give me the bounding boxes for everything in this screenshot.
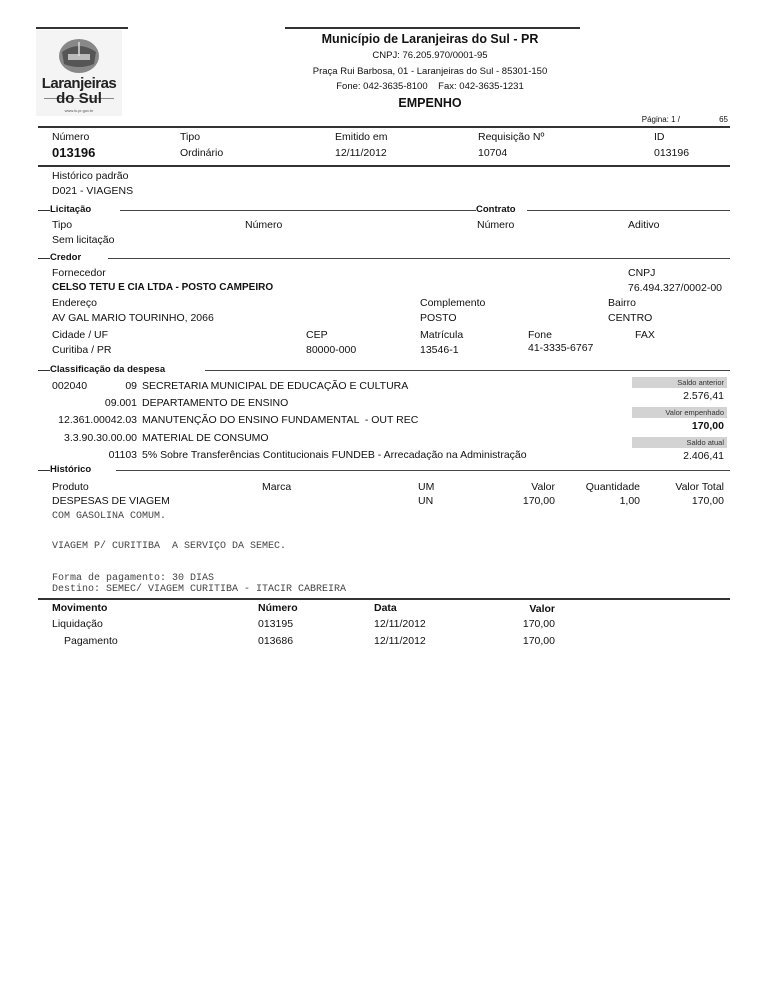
mov-data: 12/11/2012 xyxy=(374,618,426,630)
note-line: COM GASOLINA COMUM. xyxy=(52,511,167,522)
tipo-label: Tipo xyxy=(180,131,201,143)
tipo-value: Ordinário xyxy=(180,147,224,159)
item-um: UN xyxy=(418,495,434,507)
mov-movimento: Liquidação xyxy=(52,618,103,630)
cep-label: CEP xyxy=(306,329,328,341)
classificacao-sub: 09.001 xyxy=(104,397,137,409)
logo-text-line1: Laranjeiras xyxy=(41,75,117,92)
classificacao-sub: 3.3.90.30.00.00 xyxy=(64,432,137,444)
classificacao-sub: 01103 xyxy=(108,449,137,461)
historico-padrao-label: Histórico padrão xyxy=(52,170,129,182)
fornecedor-value: CELSO TETU E CIA LTDA - POSTO CAMPEIRO xyxy=(52,282,274,293)
mov-valor: 170,00 xyxy=(522,635,555,647)
classificacao-desc: MANUTENÇÃO DO ENSINO FUNDAMENTAL - OUT REC xyxy=(142,414,419,426)
classificacao-desc: MATERIAL DE CONSUMO xyxy=(142,432,269,444)
licitacao-dash xyxy=(38,210,50,211)
historico-padrao-value: D021 - VIAGENS xyxy=(52,185,134,197)
cidade-value: Curitiba / PR xyxy=(52,344,112,356)
fone-value: 41-3335-6767 xyxy=(528,342,594,354)
col-quantidade: Quantidade xyxy=(585,481,640,493)
col-valor: Valor xyxy=(531,481,555,493)
org-phones: Fone: 042-3635-8100 Fax: 042-3635-1231 xyxy=(336,81,524,92)
bairro-label: Bairro xyxy=(608,297,637,309)
id-value: 013196 xyxy=(654,147,690,159)
col-produto: Produto xyxy=(52,481,89,493)
saldo-anterior-value: 2.576,41 xyxy=(683,390,724,402)
saldo-atual-label: Saldo atual xyxy=(632,437,727,448)
classificacao-code: 002040 xyxy=(52,380,88,392)
classificacao-desc: DEPARTAMENTO DE ENSINO xyxy=(142,397,289,409)
document-title: EMPENHO xyxy=(398,96,462,110)
page-total: 65 xyxy=(719,115,728,124)
credor-title: Credor xyxy=(50,252,82,263)
mov-movimento: Pagamento xyxy=(64,635,118,647)
contrato-numero-label: Número xyxy=(477,219,515,231)
org-cnpj: CNPJ: 76.205.970/0001-95 xyxy=(372,50,488,61)
classificacao-desc: SECRETARIA MUNICIPAL DE EDUCAÇÃO E CULTURA xyxy=(142,380,409,392)
item-quantidade: 1,00 xyxy=(619,495,640,507)
summary-top-rule xyxy=(38,126,730,128)
matricula-value: 13546-1 xyxy=(420,344,459,356)
complemento-label: Complemento xyxy=(420,297,486,309)
credor-dash xyxy=(38,258,50,259)
col-mov-data: Data xyxy=(374,602,397,614)
logo-top-rule xyxy=(36,27,128,29)
requisicao-label: Requisição Nº xyxy=(478,131,545,143)
id-label: ID xyxy=(654,131,665,143)
logo-text-line2: do Sul xyxy=(56,90,102,107)
col-movimento: Movimento xyxy=(52,602,108,614)
classificacao-sub: 12.361.00042.03 xyxy=(58,414,137,426)
historico-dash xyxy=(38,470,50,471)
endereco-value: AV GAL MARIO TOURINHO, 2066 xyxy=(52,312,214,324)
movimentos-top-rule xyxy=(38,598,730,600)
item-valor-total: 170,00 xyxy=(691,495,724,507)
mov-data: 12/11/2012 xyxy=(374,635,426,647)
licitacao-title: Licitação xyxy=(50,204,92,215)
cidade-label: Cidade / UF xyxy=(52,329,109,341)
cep-value: 80000-000 xyxy=(306,344,357,356)
col-marca: Marca xyxy=(262,481,292,493)
classificacao-rule xyxy=(205,370,730,371)
mov-numero: 013686 xyxy=(258,635,294,647)
mov-numero: 013195 xyxy=(258,618,294,630)
credor-rule xyxy=(108,258,730,259)
header-top-rule xyxy=(285,27,580,29)
licitacao-numero-label: Número xyxy=(245,219,283,231)
licitacao-tipo-label: Tipo xyxy=(52,219,73,231)
endereco-label: Endereço xyxy=(52,297,97,309)
valor-empenhado-value: 170,00 xyxy=(691,420,724,432)
numero-value: 013196 xyxy=(52,145,96,160)
credor-cnpj-value: 76.494.327/0002-00 xyxy=(628,282,723,294)
fone-label: Fone xyxy=(528,329,552,341)
matricula-label: Matrícula xyxy=(420,329,464,341)
col-valor-total: Valor Total xyxy=(675,481,724,493)
logo-url: www.ls.pr.gov.br xyxy=(64,108,94,113)
licitacao-rule xyxy=(120,210,476,211)
fax-label: FAX xyxy=(635,329,655,341)
item-produto: DESPESAS DE VIAGEM xyxy=(52,495,170,507)
classificacao-sub: 09 xyxy=(125,380,137,392)
page-label: Página: 1 / xyxy=(641,115,680,124)
fornecedor-label: Fornecedor xyxy=(52,267,106,279)
classificacao-desc: 5% Sobre Transferências Contitucionais FUNDEB - Arrecadação na Administração xyxy=(142,449,527,461)
mov-valor: 170,00 xyxy=(522,618,555,630)
col-um: UM xyxy=(418,481,435,493)
classificacao-title: Classificação da despesa xyxy=(50,364,166,375)
contrato-rule xyxy=(527,210,730,211)
org-name: Município de Laranjeiras do Sul - PR xyxy=(321,32,539,46)
col-mov-numero: Número xyxy=(258,602,298,614)
licitacao-tipo-value: Sem licitação xyxy=(52,234,115,246)
emitido-label: Emitido em xyxy=(335,131,388,143)
saldo-atual-value: 2.406,41 xyxy=(683,450,724,462)
emitido-value: 12/11/2012 xyxy=(335,147,387,159)
valor-empenhado-label: Valor empenhado xyxy=(632,407,727,418)
contrato-title: Contrato xyxy=(476,204,516,215)
note-line: Destino: SEMEC/ VIAGEM CURITIBA - ITACIR CABREIRA xyxy=(52,584,347,595)
requisicao-value: 10704 xyxy=(478,147,508,159)
historico-rule xyxy=(116,470,730,471)
numero-label: Número xyxy=(52,131,90,143)
col-mov-valor: Valor xyxy=(529,603,555,615)
credor-cnpj-label: CNPJ xyxy=(628,267,656,279)
item-valor: 170,00 xyxy=(522,495,555,507)
summary-bottom-rule xyxy=(38,165,730,167)
historico-title: Histórico xyxy=(50,464,92,475)
org-address: Praça Rui Barbosa, 01 - Laranjeiras do Sul - 85301-150 xyxy=(312,66,548,77)
note-line: Forma de pagamento: 30 DIAS xyxy=(52,573,215,584)
complemento-value: POSTO xyxy=(420,312,457,324)
classificacao-dash xyxy=(38,370,50,371)
contrato-aditivo-label: Aditivo xyxy=(628,219,660,231)
saldo-anterior-label: Saldo anterior xyxy=(632,377,727,388)
note-line: VIAGEM P/ CURITIBA A SERVIÇO DA SEMEC. xyxy=(52,541,287,552)
bairro-value: CENTRO xyxy=(608,312,653,324)
